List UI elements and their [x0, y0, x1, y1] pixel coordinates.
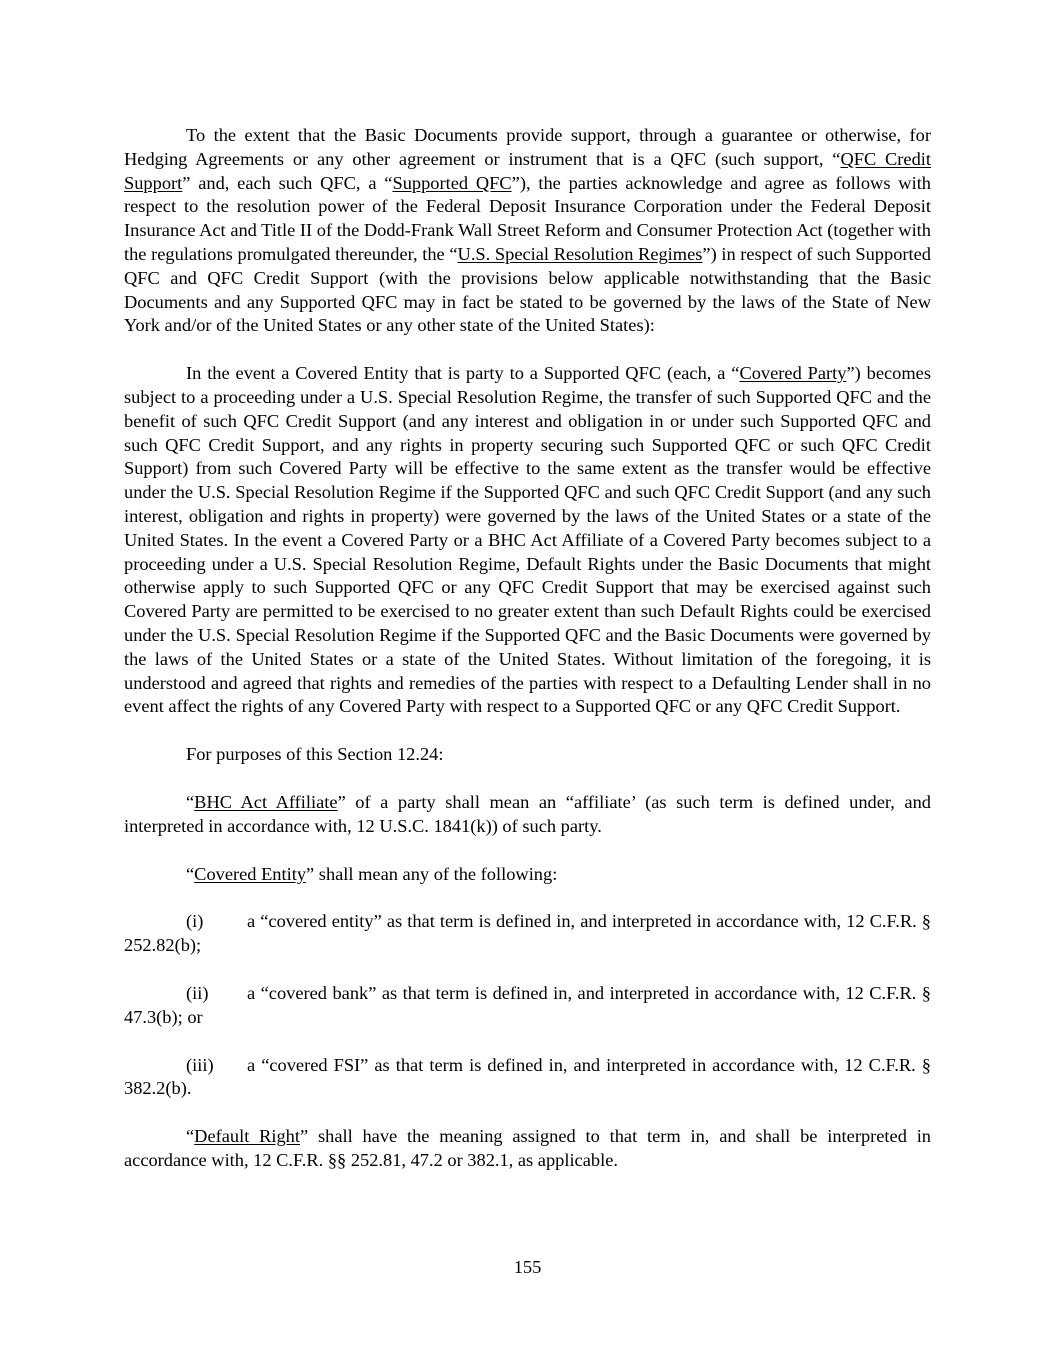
text: ” shall have the meaning assigned to that term in, and shall be interpreted in accordance with, 12 C.F.R. §§ 252.81, 47.2 or 382.1, as applicable. [124, 1126, 931, 1170]
text: “ [186, 1126, 195, 1147]
defined-term-covered-party: Covered Party [739, 363, 847, 384]
paragraph-covered-entity [124, 863, 931, 887]
list-item [124, 910, 931, 958]
page-number: 155 [513, 1257, 542, 1277]
paragraph-covered-party [124, 362, 931, 719]
paragraph-bhc-act-affiliate [124, 791, 931, 839]
list-item-text: a “covered FSI” as that term is defined in, and interpreted in accordance with, 12 C.F.R. § 382.2(b). [124, 1054, 931, 1099]
list-item-text: a “covered entity” as that term is defined in, and interpreted in accordance with, 12 C.F.R. § 252.82(b); [124, 911, 931, 956]
defined-term-us-special-resolution-regimes: U.S. Special Resolution Regimes [457, 243, 703, 264]
document-page [124, 124, 931, 1197]
paragraph-purposes: For purposes of this Section 12.24: [186, 744, 444, 765]
list-item-text: a “covered bank” as that term is defined in, and interpreted in accordance with, 12 C.F.R. § 47.3(b); or [124, 982, 931, 1027]
text: ”), the parties acknowledge and agree as follows with respect to the resolution power of the Federal Deposit Insurance Corporation under the Federal Deposit Insurance Act and Title II of the Dodd-Frank Wall Street Reform and Consumer Protection Act (together with the regulations promulgated thereunder, the “ [124, 172, 931, 264]
text: ”) in respect of such Supported QFC and QFC Credit Support (with the provisions below applicable notwithstanding that the Basic Documents and any Supported QFC may in fact be stated to be governed by the laws of the State of New York and/or of the United States or any other state of the United States): [124, 243, 931, 336]
list-item [124, 1054, 931, 1102]
defined-term-bhc-act-affiliate: BHC Act Affiliate [194, 791, 338, 812]
text: ” and, each such QFC, a “ [182, 172, 393, 193]
defined-term-covered-entity: Covered Entity [194, 863, 307, 884]
list-item [124, 982, 931, 1030]
list-item-number: (iii) [186, 1054, 214, 1075]
list-item-number: (ii) [186, 982, 209, 1003]
text: ” shall mean any of the following: [306, 863, 558, 884]
text: In the event a Covered Entity that is party to a Supported QFC (each, a “ [186, 363, 740, 384]
text: ”) becomes subject to a proceeding under a U.S. Special Resolution Regime, the transfer of such Supported QFC and the benefit of such QFC Credit Support (and any interest and obligation in or under such Supported QFC and such QFC Credit Support, and any rights in property securing such Supported QFC or such QFC Credit Support) from such Covered Party will be effective to the same extent as the transfer would be effective under the U.S. Special Resolution Regime if the Supported QFC and such QFC Credit Support (and any such interest, obligation and rights in property) were governed by the laws of the United States or a state of the United States. In the event a Covered Party or a BHC Act Affiliate of a Covered Party becomes subject to a proceeding under a U.S. Special Resolution Regime, Default Rights under the Basic Documents that might otherwise apply to such Supported QFC or any QFC Credit Support that may be exercised against such Covered Party are permitted to be exercised to no greater extent than such Default Rights could be exercised under the U.S. Special Resolution Regime if the Supported QFC and the Basic Documents were governed by the laws of the United States or a state of the United States. Without limitation of the foregoing, it is understood and agreed that rights and remedies of the parties with respect to a Defaulting Lender shall in no event affect the rights of any Covered Party with respect to a Supported QFC or any QFC Credit Support. [124, 363, 931, 717]
text: “ [186, 863, 195, 884]
paragraph-qfc-support [124, 124, 931, 338]
defined-term-qfc-credit-support: QFC Credit Support [124, 148, 932, 193]
text: ” of a party shall mean an “affiliate’ (as such term is defined under, and interpreted in accordance with, 12 U.S.C. 1841(k)) of such party. [124, 791, 931, 836]
defined-term-supported-qfc: Supported QFC [392, 172, 512, 193]
list-item-number: (i) [186, 911, 204, 932]
text: To the extent that the Basic Documents provide support, through a guarantee or otherwise, for Hedging Agreements or any other agreement or instrument that is a QFC (such support, “ [124, 125, 931, 169]
defined-term-default-right: Default Right [194, 1126, 300, 1147]
text: “ [186, 791, 195, 812]
paragraph-default-right [124, 1125, 931, 1173]
